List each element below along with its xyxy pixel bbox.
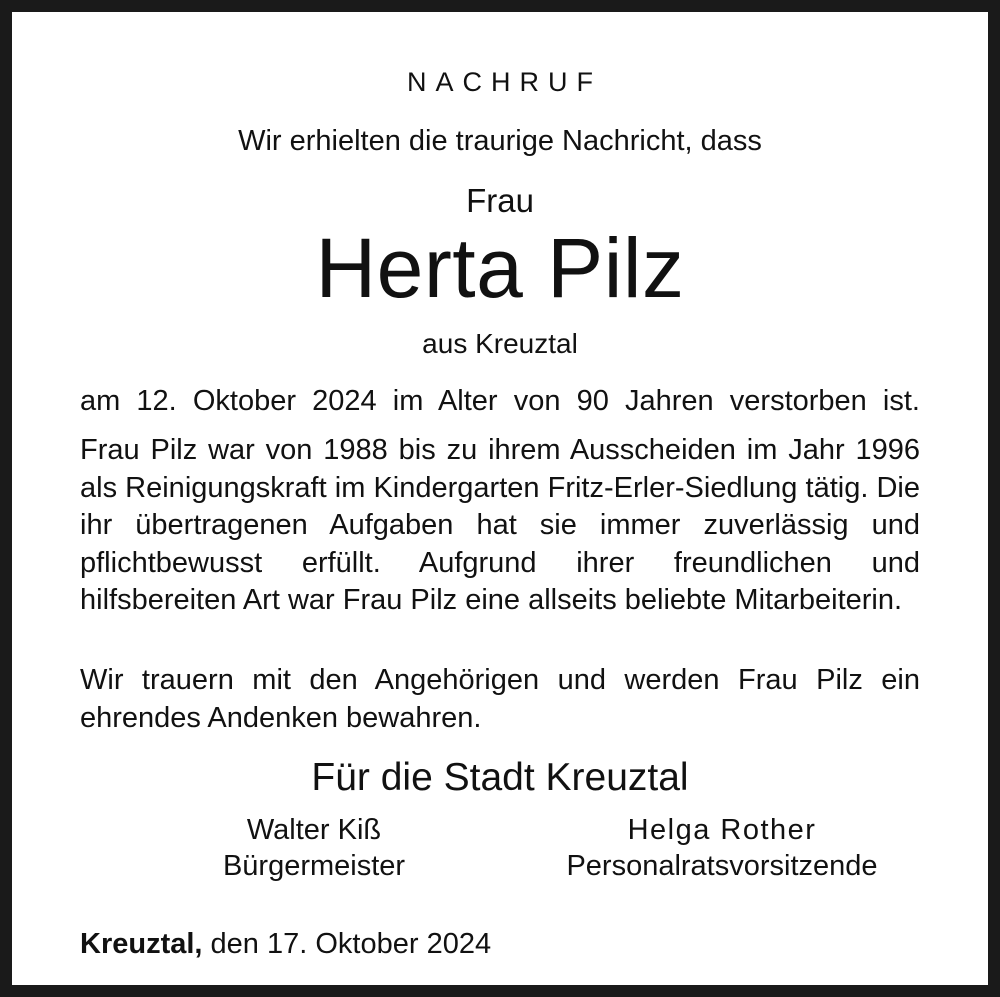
mourning-paragraph: Wir trauern mit den Angehörigen und werden Frau Pilz ein ehrendes Andenken bewahren. bbox=[80, 664, 920, 734]
signer-mayor bbox=[172, 812, 456, 884]
signer-role: Bürgermeister bbox=[222, 850, 406, 882]
biography-paragraph: Frau Pilz war von 1988 bis zu ihrem Ausscheiden im Jahr 1996 als Reinigungskraft im Kindergarten Fritz-Erler-Siedlung tätig. Die ihr übertragenen Aufgaben hat sie immer zuverlässig und pflichtbewusst erfüllt. Aufgrund ihrer freundlichen und hilfsbereiten Art war Frau Pilz eine allseits beliebte Mitarbeiterin. bbox=[80, 434, 920, 616]
signer-name: Walter Kiß bbox=[246, 814, 382, 846]
dateline bbox=[80, 928, 491, 961]
honorific: Frau bbox=[466, 182, 534, 219]
intro-text: Wir erhielten die traurige Nachricht, dass bbox=[238, 125, 762, 157]
signer-council-chair bbox=[532, 812, 912, 884]
notice-heading: NACHRUF bbox=[407, 67, 602, 97]
death-statement: am 12. Oktober 2024 im Alter von 90 Jahren verstorben ist. bbox=[80, 385, 920, 417]
dateline-date: den 17. Oktober 2024 bbox=[210, 928, 492, 960]
signoff-line: Für die Stadt Kreuztal bbox=[311, 756, 689, 799]
signer-name: Helga Rother bbox=[627, 814, 817, 846]
deceased-origin: aus Kreuztal bbox=[422, 328, 578, 359]
deceased-name: Herta Pilz bbox=[315, 221, 685, 315]
dateline-place: Kreuztal, bbox=[80, 928, 203, 960]
signer-role: Personalratsvorsitzende bbox=[566, 850, 878, 882]
